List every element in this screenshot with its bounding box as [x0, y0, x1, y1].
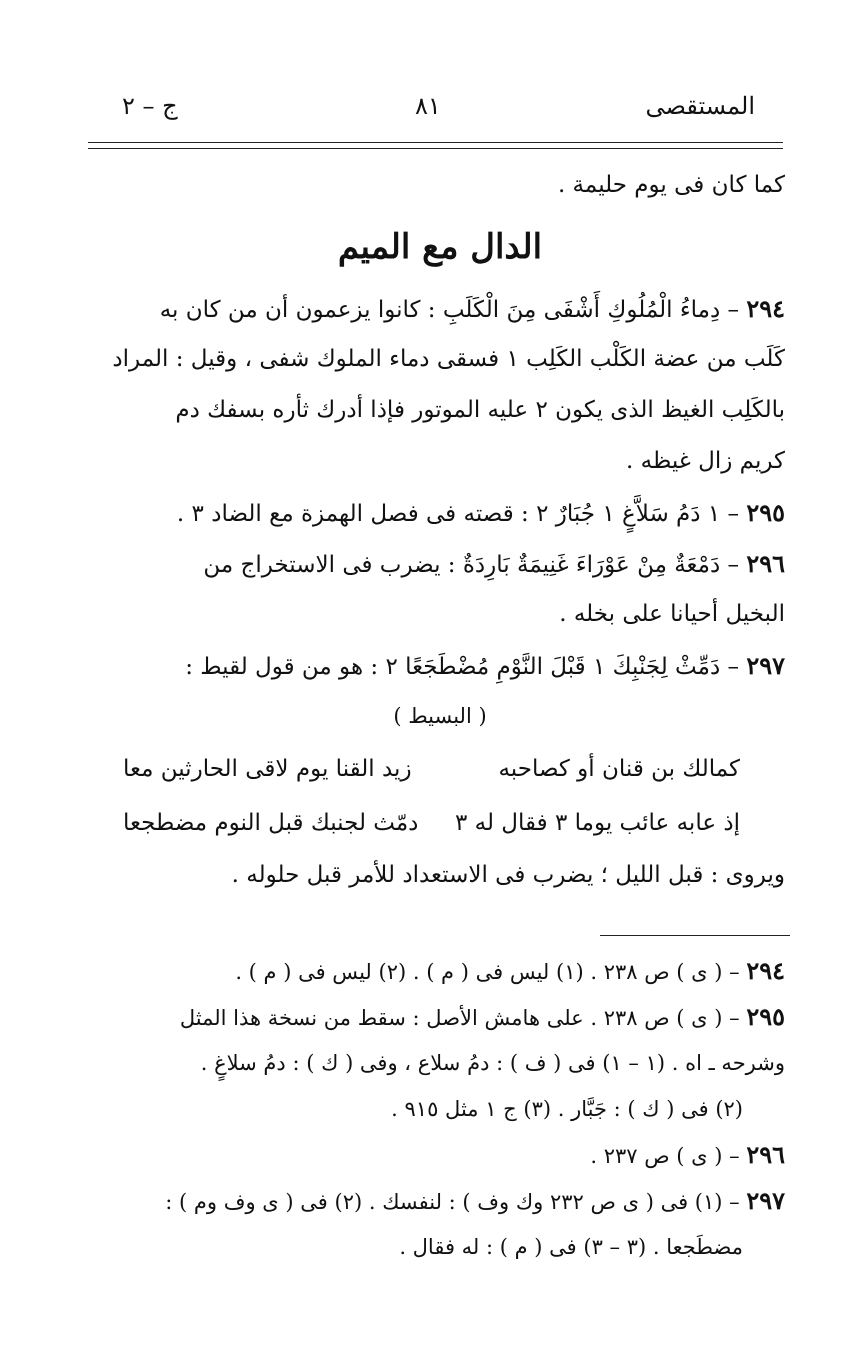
entry-number: ٢٩٦ — [746, 549, 785, 578]
page-number: ٨١ — [415, 92, 441, 120]
running-header — [110, 92, 755, 132]
footnote-295-cont-2: (٢) فى ( ك ) : جَبَّار . (٣) ج ١ مثل ٩١٥ . — [391, 1097, 743, 1121]
entry-294-line-2: كَلَب من عضة الكَلْب الكَلِب ١ فسقى دماء الملوك شفى ، وقيل : المراد — [112, 346, 785, 372]
footnote-297: ٢٩٧ – (١) فى ( ى ص ٢٣٢ وك وف ) : لنفسك . (٢) فى ( ى وف وم ) : — [165, 1186, 785, 1215]
poetic-meter: ( البسيط ) — [393, 704, 487, 728]
entry-296-line-1: ٢٩٦ – دَمْعَةٌ مِنْ عَوْرَاءَ غَنِيمَةٌ بَارِدَةٌ : يضرب فى الاستخراج من — [203, 549, 785, 578]
main-text — [95, 160, 785, 901]
entry-296-line-2: البخيل أحيانا على بخله . — [559, 601, 785, 627]
entry-number: ٢٩٧ — [746, 651, 785, 680]
volume-label: ج – ٢ — [122, 92, 178, 120]
entry-294-line-4: كريم زال غيظه . — [626, 448, 785, 474]
entry-297-line-1: ٢٩٧ – دَمِّثْ لِجَنْبِكَ ١ قَبْلَ النَّوْمِ مُضْطَجَعًا ٢ : هو من قول لقيط : — [185, 651, 785, 680]
verse-1-second-hemistich: زيد القنا يوم لاقى الحارثين معا — [123, 756, 412, 782]
footnote-297-cont: مضطَجعا . (٣ – ٣) فى ( م ) : له فقال . — [399, 1235, 743, 1259]
footnote-296: ٢٩٦ – ( ى ) ص ٢٣٧ . — [590, 1140, 785, 1169]
verse-1-first-hemistich: كمالك بن قنان أو كصاحبه — [498, 756, 740, 782]
verse-2-second-hemistich: دمّث لجنبك قبل النوم مضطجعا — [123, 810, 419, 836]
entry-number: ٢٩٥ — [746, 498, 785, 527]
entry-294-line-1: ٢٩٤ – دِماءُ الْمُلُوكِ أَشْفَى مِنَ الْكَلَبِ : كانوا يزعمون أن من كان به — [159, 294, 785, 323]
section-title: الدال مع الميم — [337, 227, 543, 267]
verse-1 — [95, 742, 785, 796]
lead-line: كما كان فى يوم حليمة . — [557, 172, 785, 198]
footnote-295: ٢٩٥ – ( ى ) ص ٢٣٨ . على هامش الأصل : سقط من نسخة هذا المثل — [179, 1002, 785, 1031]
entry-295-line-1: ٢٩٥ – ١ دَمُ سَلاَّغٍ ١ جُبَارٌ ٢ : قصته فى فصل الهمزة مع الضاد ٣ . — [176, 498, 785, 527]
footnote-rule — [600, 935, 790, 936]
book-title: المستقصى — [645, 92, 755, 120]
header-rule-thin — [88, 148, 783, 149]
header-rule — [88, 142, 783, 143]
closing-line: ويروى : قبل الليل ؛ يضرب فى الاستعداد للأمر قبل حلوله . — [231, 862, 785, 888]
footnote-294: ٢٩٤ – ( ى ) ص ٢٣٨ . (١) ليس فى ( م ) . (٢) ليس فى ( م ) . — [235, 956, 785, 985]
entry-number: ٢٩٤ — [746, 294, 785, 323]
footnote-295-cont-1: وشرحه ـ اه . (١ – ١) فى ( ف ) : دمُ سلاع ، وفى ( ك ) : دمُ سلاغٍ . — [200, 1051, 785, 1075]
entry-294-line-3: بالكَلِب الغيظ الذى يكون ٢ عليه الموتور فإذا أدرك ثأره بسفك دم — [175, 397, 785, 423]
verse-2-first-hemistich: إذ عابه عائب يوما ٣ فقال له ٣ — [454, 810, 740, 836]
footnotes — [80, 948, 785, 1270]
verse-2 — [95, 796, 785, 850]
